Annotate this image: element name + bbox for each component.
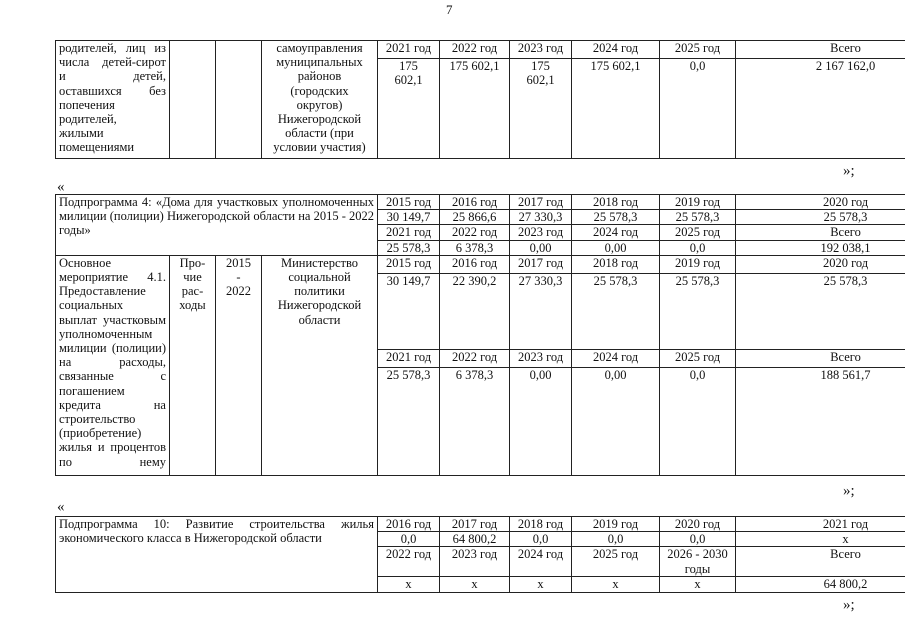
close-quote: »; — [843, 163, 855, 179]
value-cell: 0,0 — [510, 532, 572, 547]
text-line: числа детей-сирот — [59, 55, 166, 70]
text-line: Нижегородской — [277, 112, 362, 127]
measure-4-1-description — [56, 255, 170, 475]
value-cell: 0,0 — [660, 367, 736, 475]
subprogram-4-title: Подпрограмма 4: «Дома для участковых уполномоченных милиции (полиции) Нижегородской области на 2015 - 2022 годы» — [56, 195, 378, 256]
value-cell: 25 578,3 — [572, 273, 660, 349]
year-header: 2024 год — [572, 41, 660, 59]
executor-cell — [262, 255, 378, 475]
text-line: социальных — [59, 298, 124, 313]
open-quote: « — [57, 179, 65, 195]
year-header: 2024 год — [510, 547, 572, 577]
text-line: - — [236, 270, 241, 285]
total-header: Всего — [736, 547, 905, 577]
year-header: 2025 год — [660, 41, 736, 59]
text-line: 2015 — [226, 255, 251, 270]
text-line: по нему — [59, 454, 166, 469]
year-header: 2025 год — [660, 349, 736, 367]
text-line: и детей, — [59, 69, 166, 84]
year-header: 2022 год — [378, 547, 440, 577]
measure-description — [56, 41, 170, 159]
text-line: Основное — [59, 255, 112, 270]
year-header: 2016 год — [440, 255, 510, 273]
text-line: районов — [297, 69, 342, 84]
text-line: помещениями — [59, 140, 135, 155]
value-cell: 175 602,1 — [572, 59, 660, 159]
text-line: родителей, — [59, 112, 117, 127]
value-cell: 6 378,3 — [440, 240, 510, 255]
value-cell: х — [378, 577, 440, 592]
year-header: 2019 год — [660, 195, 736, 210]
year-header: 2025 год — [660, 225, 736, 240]
executor-cell — [262, 41, 378, 159]
text-line: ходы — [179, 298, 206, 313]
year-header: 2021 год — [378, 41, 440, 59]
year-header: 2026 - 2030 годы — [660, 547, 736, 577]
text-line: строительство — [59, 412, 136, 427]
year-header: 2015 год — [378, 195, 440, 210]
year-header: 2015 год — [378, 255, 440, 273]
year-header: 2023 год — [510, 349, 572, 367]
year-header: 2017 год — [440, 517, 510, 532]
year-header: 2018 год — [510, 517, 572, 532]
value-cell: 22 390,2 — [440, 273, 510, 349]
value-cell: х — [572, 577, 660, 592]
text-line: погашением — [59, 383, 125, 398]
year-header: 2020 год — [736, 195, 905, 210]
text-line: Предоставление — [59, 284, 146, 299]
text-line: связанные с — [59, 369, 166, 384]
year-header: 2021 год — [736, 517, 905, 532]
text-line: родителей, лиц из — [59, 41, 166, 55]
close-quote: »; — [843, 597, 855, 613]
period-cell — [216, 255, 262, 475]
funding-type-cell — [170, 255, 216, 475]
year-header: 2022 год — [440, 349, 510, 367]
text-line: области — [298, 312, 341, 327]
text-line: на расходы, — [59, 355, 166, 370]
text-line: 2022 — [226, 284, 251, 299]
year-header: 2023 год — [440, 547, 510, 577]
value-cell: 25 578,3 — [572, 210, 660, 225]
value-cell: 0,0 — [572, 532, 660, 547]
open-quote: « — [57, 499, 65, 515]
value-cell: 25 578,3 — [378, 240, 440, 255]
page-number: 7 — [446, 2, 453, 17]
value-cell: х — [510, 577, 572, 592]
value-cell: х — [736, 532, 905, 547]
value-cell: 64 800,2 — [440, 532, 510, 547]
table-subprogram-10 — [55, 516, 905, 593]
value-cell: 25 578,3 — [660, 273, 736, 349]
close-quote: »; — [843, 483, 855, 499]
value-cell: 30 149,7 — [378, 210, 440, 225]
period-cell — [216, 41, 262, 159]
year-header: 2025 год — [572, 547, 660, 577]
value-cell: 0,00 — [572, 367, 660, 475]
value-cell: х — [660, 577, 736, 592]
year-header: 2016 год — [378, 517, 440, 532]
table-continuation — [55, 40, 905, 159]
text-line: округов) — [296, 97, 343, 112]
text-line: самоуправления — [276, 41, 363, 55]
year-header: 2022 год — [440, 225, 510, 240]
value-cell: 25 578,3 — [736, 273, 905, 349]
value-cell: 25 578,3 — [378, 367, 440, 475]
total-value-cell: 64 800,2 — [736, 577, 905, 592]
text-line: оставшихся без — [59, 83, 166, 98]
value-cell: 0,0 — [660, 240, 736, 255]
text-line: области (при — [285, 126, 354, 141]
text-line: (приобретение) — [59, 426, 142, 441]
value-cell: х — [440, 577, 510, 592]
value-cell: 30 149,7 — [378, 273, 440, 349]
value-cell: 25 866,6 — [440, 210, 510, 225]
year-header: 2017 год — [510, 255, 572, 273]
value-cell: 0,00 — [572, 240, 660, 255]
value-cell: 175 602,1 — [510, 59, 572, 159]
text-line: условии участия) — [273, 140, 366, 155]
total-header: Всего — [736, 41, 905, 59]
text-line: милиции (полиции) — [59, 341, 166, 356]
value-cell: 175 602,1 — [440, 59, 510, 159]
text-line: (городских — [290, 83, 349, 98]
year-header: 2020 год — [660, 517, 736, 532]
text-line: политики — [294, 284, 345, 299]
text-line: Про- — [179, 255, 206, 270]
total-header: Всего — [736, 349, 905, 367]
text-line: рас- — [181, 284, 204, 299]
text-line: мероприятие 4.1. — [59, 270, 166, 285]
year-header: 2019 год — [572, 517, 660, 532]
total-header: Всего — [736, 225, 905, 240]
year-header: 2022 год — [440, 41, 510, 59]
year-header: 2024 год — [572, 225, 660, 240]
total-value-cell: 2 167 162,0 — [736, 59, 905, 159]
text-line: социальной — [288, 270, 351, 285]
funding-type-cell — [170, 41, 216, 159]
subprogram-10-title: Подпрограмма 10: Развитие строительства жилья экономического класса в Нижегородской области — [56, 517, 378, 593]
text-line: Министерство — [280, 255, 359, 270]
value-cell: 0,0 — [378, 532, 440, 547]
text-line: уполномоченным — [59, 326, 153, 341]
year-header: 2018 год — [572, 195, 660, 210]
year-header: 2023 год — [510, 225, 572, 240]
text-line: чие — [183, 270, 202, 285]
value-cell: 6 378,3 — [440, 367, 510, 475]
year-header: 2021 год — [378, 225, 440, 240]
text-line: жилыми — [59, 126, 104, 141]
value-cell: 0,00 — [510, 367, 572, 475]
year-header: 2021 год — [378, 349, 440, 367]
year-header: 2020 год — [736, 255, 905, 273]
text-line: выплат участковым — [59, 312, 166, 327]
text-line: жилья и процентов — [59, 440, 166, 455]
value-cell: 0,00 — [510, 240, 572, 255]
text-line: муниципальных — [276, 55, 363, 70]
table-subprogram-4 — [55, 194, 905, 476]
value-cell: 25 578,3 — [736, 210, 905, 225]
value-cell: 0,0 — [660, 59, 736, 159]
text-line: Нижегородской — [277, 298, 362, 313]
value-cell: 27 330,3 — [510, 210, 572, 225]
year-header: 2023 год — [510, 41, 572, 59]
year-header: 2018 год — [572, 255, 660, 273]
value-cell: 175 602,1 — [378, 59, 440, 159]
year-header: 2016 год — [440, 195, 510, 210]
total-value-cell: 192 038,1 — [736, 240, 905, 255]
text-line: кредита на — [59, 397, 166, 412]
total-value-cell: 188 561,7 — [736, 367, 905, 475]
value-cell: 27 330,3 — [510, 273, 572, 349]
text-line: попечения — [59, 97, 115, 112]
year-header: 2017 год — [510, 195, 572, 210]
year-header: 2024 год — [572, 349, 660, 367]
year-header: 2019 год — [660, 255, 736, 273]
value-cell: 25 578,3 — [660, 210, 736, 225]
value-cell: 0,0 — [660, 532, 736, 547]
